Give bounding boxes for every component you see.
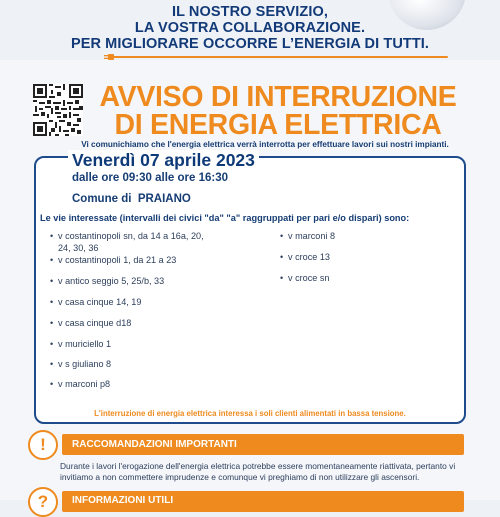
list-item [280,251,330,263]
recommendations-text: Durante i lavori l'erogazione dell'energia elettrica potrebbe essere momentaneamente riattivata, pertanto vi invitiamo a non commettere imprudenze e comunque vi preghiamo di non utilizzare gli ascensori. [60,461,456,482]
outage-hours: dalle ore 09:30 alle ore 16:30 [72,172,228,184]
bullet: • [50,339,54,349]
list-item [50,230,204,242]
street-name: 24, 30, 36 [58,243,99,253]
street-name: v marconi 8 [288,231,336,241]
list-item [50,275,164,287]
bullet: • [50,318,54,328]
street-name: v croce sn [288,273,330,283]
qr-code[interactable] [33,84,83,136]
list-item [280,272,329,284]
exclamation-icon: ! [28,430,58,460]
bullet: • [280,231,284,241]
street-name: v marconi p8 [58,379,111,389]
street-name: v casa cinque d18 [58,318,132,328]
title-line-2: DI ENERGIA ELETTRICA [114,109,442,141]
list-item [50,296,141,308]
comune-line [72,193,191,205]
bullet: • [50,255,54,265]
streets-heading: Le vie interessate (intervalli dei civici "da" "a" raggruppati per pari e/o dispari) sono: [40,213,410,223]
top-banner [0,0,500,60]
low-voltage-note: L'interruzione di energia elettrica interessa i soli clienti alimentati in bassa tensione. [94,409,406,418]
recommendations-heading: RACCOMANDAZIONI IMPORTANTI [62,434,464,455]
list-item-continuation [58,242,98,254]
bullet: • [280,273,284,283]
plug-cable [108,56,448,58]
street-name: v casa cinque 14, 19 [58,297,142,307]
comune-label: Comune di [72,193,132,205]
list-item [50,317,131,329]
title-line-1: AVVISO DI INTERRUZIONE [99,81,457,113]
bullet: • [50,297,54,307]
street-name: v costantinopoli sn, da 14 a 16a, 20, [58,231,204,241]
plug-icon [104,52,114,62]
street-name: v s giuliano 8 [58,359,112,369]
banner-line-1: IL NOSTRO SERVIZIO, [171,4,329,20]
list-item [50,378,110,390]
list-item [280,230,335,242]
bullet: • [50,379,54,389]
bullet: • [50,359,54,369]
banner-line-3: PER MIGLIORARE OCCORRE L’ENERGIA DI TUTTI. [70,36,430,52]
bullet: • [50,231,54,241]
list-item [50,254,176,266]
street-name: v muriciello 1 [58,339,112,349]
list-item [50,338,111,350]
street-name: v croce 13 [288,252,330,262]
list-item [50,358,111,370]
street-name: v antico seggio 5, 25/b, 33 [58,276,165,286]
outage-date: Venerdì 07 aprile 2023 [68,150,259,171]
intro-text: Vi comunichiamo che l'energia elettrica verrà interrotta per effettuare lavori sui nostri impianti. [81,140,449,149]
bullet: • [280,252,284,262]
question-icon: ? [28,487,58,517]
info-heading: INFORMAZIONI UTILI [62,491,464,512]
street-name: v costantinopoli 1, da 21 a 23 [58,255,177,265]
banner-line-2: LA VOSTRA COLLABORAZIONE. [134,20,366,36]
comune-value: PRAIANO [137,193,191,205]
bullet: • [50,276,54,286]
